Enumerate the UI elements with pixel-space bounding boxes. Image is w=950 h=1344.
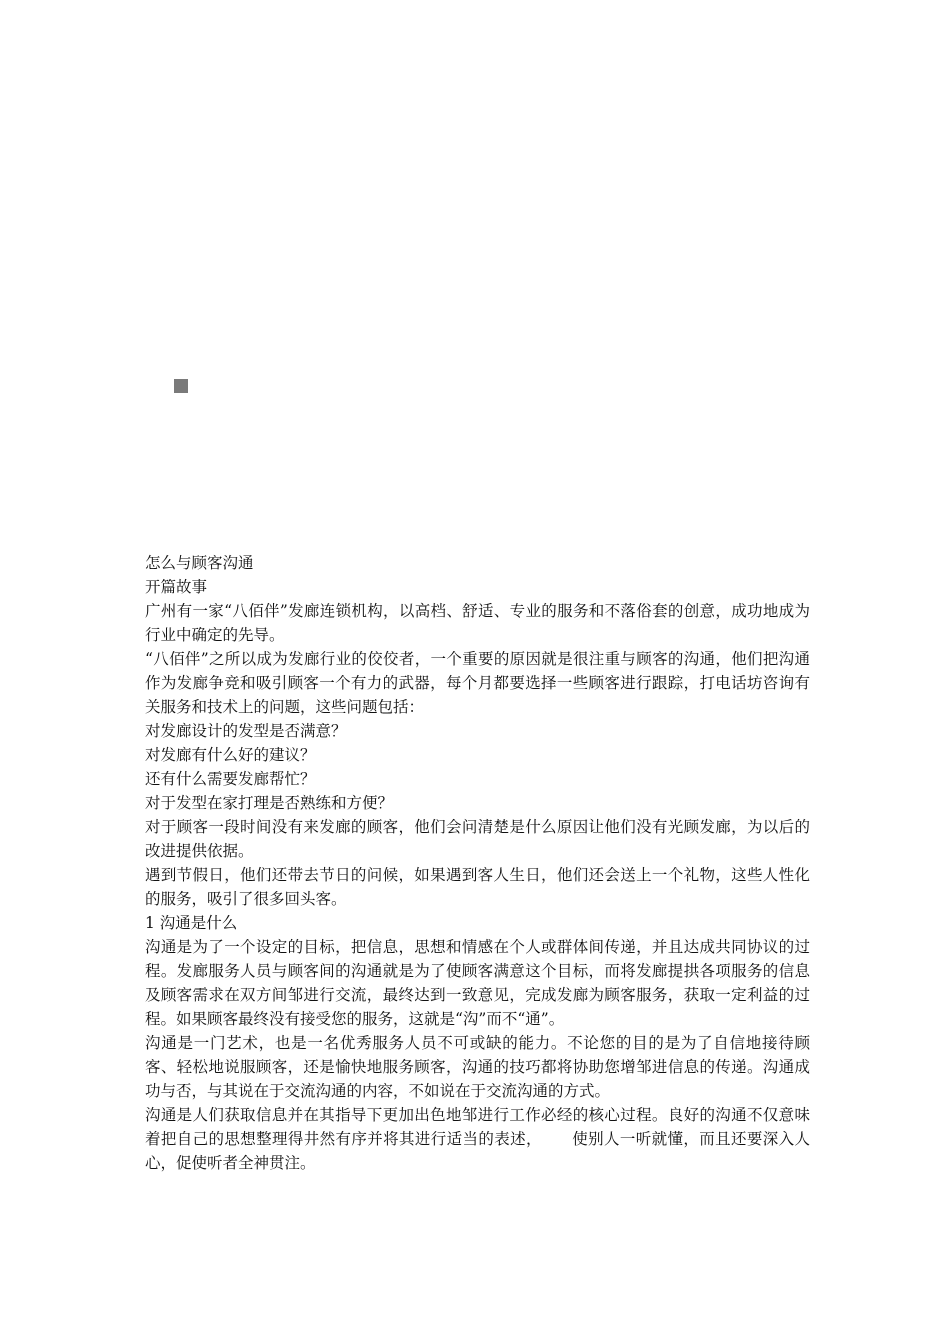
document-body [145, 551, 810, 1175]
paragraph-last-part2: 使别人一听就懂，而且还要深入人心，促使听者全神贯注。 [145, 1130, 810, 1172]
question-item: 对发廊有什么好的建议？ [145, 746, 316, 764]
paragraph: “八佰伴”之所以成为发廊行业的佼佼者，一个重要的原因就是很注重与顾客的沟通，他们把沟通作为发廊争竞和吸引顾客一个有力的武器，每个月都要选择一些顾客进行跟踪，打电话坊咨询有关服务和技术上的问题，这些问题包括： [145, 650, 810, 716]
paragraph: 沟通是为了一个设定的目标，把信息，思想和情感在个人或群体间传递，并且达成共同协议的过程。发廊服务人员与顾客间的沟通就是为了使顾客满意这个目标，而将发廊提拱各项服务的信息及顾客需求在双方间邹进行交流，最终达到一致意见，完成发廊为顾客服务，获取一定利益的过程。如果顾客最终没有接受您的服务，这就是“沟”而不“通”。 [145, 938, 810, 1028]
paragraph: 广州有一家“八佰伴”发廊连锁机构，以高档、舒适、专业的服务和不落俗套的创意，成功地成为行业中确定的先导。 [145, 602, 810, 644]
question-item: 对发廊设计的发型是否满意？ [145, 722, 347, 740]
section-heading: 1 沟通是什么 [145, 914, 238, 932]
paragraph-last [145, 1103, 810, 1175]
paragraph: 对于顾客一段时间没有来发廊的顾客，他们会问清楚是什么原因让他们没有光顾发廊，为以后的改进提供依据。 [145, 818, 810, 860]
document-title: 怎么与顾客沟通 [145, 554, 254, 572]
question-item: 对于发型在家打理是否熟练和方便？ [145, 794, 394, 812]
paragraph: 沟通是一门艺术，也是一名优秀服务人员不可或缺的能力。不论您的目的是为了自信地接待顾客、轻松地说服顾客，还是愉快地服务顾客，沟通的技巧都将协助您增邹进信息的传递。沟通成功与否，与其说在于交流沟通的内容，不如说在于交流沟通的方式。 [145, 1034, 810, 1100]
question-item: 还有什么需要发廊帮忙？ [145, 770, 316, 788]
paragraph: 遇到节假日，他们还带去节日的问候，如果遇到客人生日，他们还会送上一个礼物，这些人性化的服务，吸引了很多回头客。 [145, 866, 810, 908]
square-bullet-icon [174, 379, 188, 393]
paragraph-last-part1: 沟通是人们获取信息并在其指导下更加出色地邹进行工作必经的核心过程。良好的沟通不仅意味着把自己的思想整理得井然有序并将其进行适当的表述， [145, 1106, 810, 1148]
document-subtitle: 开篇故事 [145, 578, 208, 596]
